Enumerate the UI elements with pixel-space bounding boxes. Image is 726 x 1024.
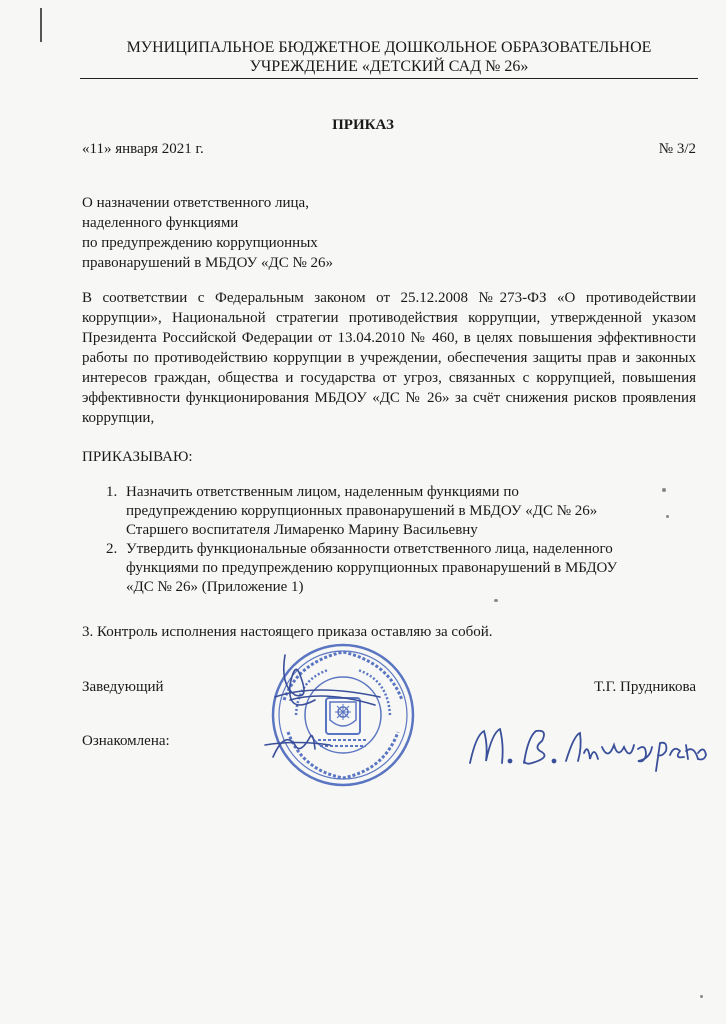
- signer-name: Т.Г. Прудникова: [594, 679, 696, 695]
- item-line: функциями по предупреждению коррупционных правонарушений в МБДОУ: [126, 560, 618, 576]
- subject-line: по предупреждению коррупционных: [82, 235, 318, 251]
- org-header-line1: МУНИЦИПАЛЬНОЕ БЮДЖЕТНОЕ ДОШКОЛЬНОЕ ОБРАЗОВАТЕЛЬНОЕ: [126, 39, 652, 56]
- date-line: [82, 141, 696, 158]
- signer-position: Заведующий: [82, 679, 164, 695]
- scan-speck: [494, 599, 498, 602]
- subject-line: О назначении ответственного лица,: [82, 195, 309, 211]
- item-line: предупреждению коррупционных правонарушений в МБДОУ «ДС № 26»: [126, 503, 598, 519]
- item-line: Старшего воспитателя Лимаренко Марину Васильевну: [126, 522, 478, 538]
- acquainted-label: Ознакомлена:: [82, 733, 170, 749]
- control-clause: 3. Контроль исполнения настоящего приказа оставляю за собой.: [82, 624, 493, 640]
- subject-line: правонарушений в МБДОУ «ДС № 26»: [82, 255, 334, 271]
- order-item: [106, 540, 696, 597]
- item-line: Утвердить функциональные обязанности ответственного лица, наделенного: [126, 541, 613, 557]
- org-header: [80, 38, 698, 79]
- signature-row: [82, 679, 696, 696]
- item-number: 2.: [106, 541, 118, 557]
- order-word: ПРИКАЗЫВАЮ:: [82, 449, 193, 465]
- scan-mark: [40, 8, 42, 42]
- org-header-line2: УЧРЕЖДЕНИЕ «ДЕТСКИЙ САД № 26»: [249, 58, 529, 75]
- doc-title: ПРИКАЗ: [332, 117, 394, 133]
- doc-subject: [82, 193, 482, 273]
- scan-speck: [700, 995, 703, 998]
- item-number: 1.: [106, 484, 118, 500]
- director-signature-icon: [255, 645, 395, 775]
- scan-speck: [662, 488, 666, 492]
- order-item: [106, 483, 696, 540]
- scan-speck: [666, 515, 669, 518]
- preamble-paragraph: В соответствии с Федеральным законом от 25.12.2008 №273-ФЗ «О противодействии коррупции», Национальной стратегии противодействия коррупции, утвержденной указом Президента Российской Федерации от 13.04.2010 № 460, в целях повышения эффективности работы по противодействию коррупции в учреждении, обеспечения защиты прав и законных интересов граждан, общества и государства от угроз, связанных с коррупцией, повышения эффективности функционирования МБДОУ «ДС № 26» за счёт снижения рисков проявления коррупции,: [82, 290, 696, 426]
- doc-number: № 3/2: [658, 141, 696, 157]
- subject-line: наделенного функциями: [82, 215, 239, 231]
- order-items: [106, 483, 696, 597]
- item-line: Назначить ответственным лицом, наделенным функциями по: [126, 484, 519, 500]
- doc-date: «11» января 2021 г.: [82, 141, 204, 157]
- acquainted-signature-icon: [462, 715, 708, 775]
- item-line: «ДС № 26» (Приложение 1): [126, 579, 304, 595]
